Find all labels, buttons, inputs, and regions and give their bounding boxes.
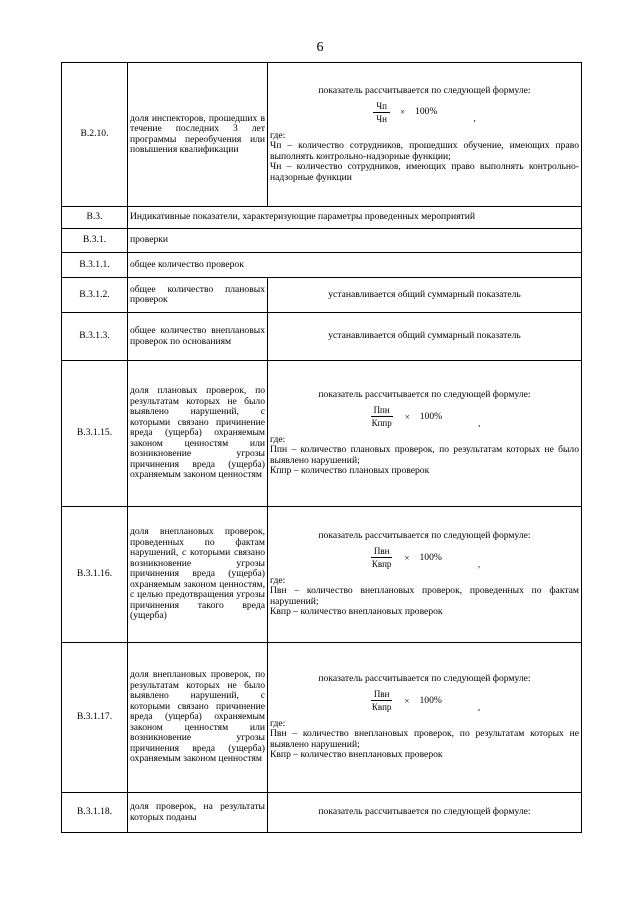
row-code: В.3.1.15. (62, 361, 128, 507)
numerator: Пвн (371, 689, 393, 702)
row-name: проверки (128, 229, 582, 253)
formula-intro: показатель рассчитывается по следующей формуле: (318, 530, 531, 542)
table-row (62, 278, 582, 313)
numerator: Пвн (371, 546, 393, 559)
where-label: где: (270, 129, 286, 141)
row-name: общее количество плановых проверок (128, 278, 268, 313)
times-sign: × (399, 107, 406, 118)
row-name: общее количество внеплановых проверок по основаниям (128, 313, 268, 361)
where-label: где: (270, 574, 286, 586)
formula-cell (268, 643, 582, 793)
denominator: Кппр (371, 418, 392, 429)
fraction (369, 546, 395, 570)
fraction (373, 101, 390, 125)
denominator: Квпр (371, 559, 392, 570)
definition: Чп – количество сотрудников, прошедших обучение, имеющих право выполнять контрольно-надзорные функции; (270, 140, 579, 162)
numerator: Ппн (371, 405, 393, 418)
summary-text: устанавливается общий суммарный показатель (268, 313, 582, 361)
row-name: доля инспекторов, прошедших в течение последних 3 лет программы переобучения или повышения квалификации (128, 63, 268, 207)
definition: Чн – количество сотрудников, имеющих право выполнять контрольно-надзорные функции (270, 161, 579, 183)
definition: Пвн – количество внеплановых проверок, проведенных по фактам нарушений; (270, 585, 579, 607)
fraction (369, 689, 395, 713)
table-row (62, 361, 582, 507)
row-code: В.3.1. (62, 229, 128, 253)
row-name: доля внеплановых проверок, проведенных по фактам нарушений, с которыми связано возникновение угрозы причинения вреда (ущерба) охраняемым законом ценностям, с целью предотвращения угрозы причинения такого вреда (ущерба) (128, 507, 268, 643)
table-row (62, 63, 582, 207)
formula-cell (268, 361, 582, 507)
row-code: В.3.1.3. (62, 313, 128, 361)
summary-text: устанавливается общий суммарный показатель (268, 278, 582, 313)
definition: Квпр – количество внеплановых проверок (270, 606, 443, 618)
row-code: В.3.1.2. (62, 278, 128, 313)
denominator: Квпр (371, 702, 392, 713)
definition: Пвн – количество внеплановых проверок, по результатам которых не выявлено нарушений; (270, 728, 579, 750)
indicator-table (61, 62, 582, 833)
comma: , (477, 701, 481, 712)
table-row (62, 793, 582, 833)
times-sign: × (404, 695, 410, 706)
where-label: где: (270, 717, 286, 729)
formula (270, 402, 579, 432)
percent: 100% (419, 551, 442, 563)
formula-intro: показатель рассчитывается по следующей формуле: (318, 389, 531, 401)
formula-cell (268, 63, 582, 207)
times-sign: × (404, 411, 410, 422)
table-row (62, 253, 582, 278)
comma: , (478, 417, 481, 428)
formula-intro: показатель рассчитывается по следующей формуле: (318, 85, 531, 96)
row-name: доля плановых проверок, по результатам которых не было выявлено нарушений, с которыми связано причинение вреда (ущерба) охраняемым законом ценностям или возникновение угрозы причинения вреда (ущерба) охраняемым законом ценностям (128, 361, 268, 507)
comma: , (477, 558, 481, 569)
formula-intro: показатель рассчитывается по следующей формуле: (318, 673, 531, 685)
formula-cell (268, 793, 582, 833)
definition: Кппр – количество плановых проверок (270, 465, 430, 477)
formula (270, 543, 579, 573)
table-row (62, 507, 582, 643)
table-row (62, 229, 582, 253)
numerator: Чп (373, 101, 390, 114)
denominator: Чн (376, 114, 387, 124)
row-name: доля проверок, на результаты которых поданы (128, 793, 268, 833)
table-row (62, 207, 582, 229)
row-code: В.3.1.16. (62, 507, 128, 643)
formula (270, 686, 579, 716)
row-name: доля внеплановых проверок, по результатам которых не было выявлено нарушений, с которыми связано причинение вреда (ущерба) охраняемым законом ценностям или возникновение угрозы причинения вреда (ущерба) охраняемым законом ценностям (128, 643, 268, 793)
row-code: В.2.10. (62, 63, 128, 207)
row-code: В.3.1.17. (62, 643, 128, 793)
times-sign: × (404, 552, 410, 563)
fraction (369, 405, 395, 429)
table-row (62, 313, 582, 361)
percent: 100% (419, 410, 443, 422)
formula-cell (268, 507, 582, 643)
formula-intro: показатель рассчитывается по следующей формуле: (318, 806, 531, 818)
percent: 100% (419, 694, 442, 706)
row-code: В.3. (62, 207, 128, 229)
page-number: 6 (316, 40, 324, 55)
row-code: В.3.1.18. (62, 793, 128, 833)
definition: Ппн – количество плановых проверок, по результатам которых не было выявлено нарушений; (270, 444, 579, 466)
row-code: В.3.1.1. (62, 253, 128, 278)
definition: Квпр – количество внеплановых проверок (270, 749, 443, 761)
percent: 100% (415, 106, 438, 118)
where-label: где: (270, 433, 286, 445)
section-heading: Индикативные показатели, характеризующие параметры проведенных мероприятий (128, 207, 582, 229)
table-row (62, 643, 582, 793)
formula (270, 98, 579, 128)
comma: , (473, 113, 476, 124)
row-name: общее количество проверок (128, 253, 582, 278)
